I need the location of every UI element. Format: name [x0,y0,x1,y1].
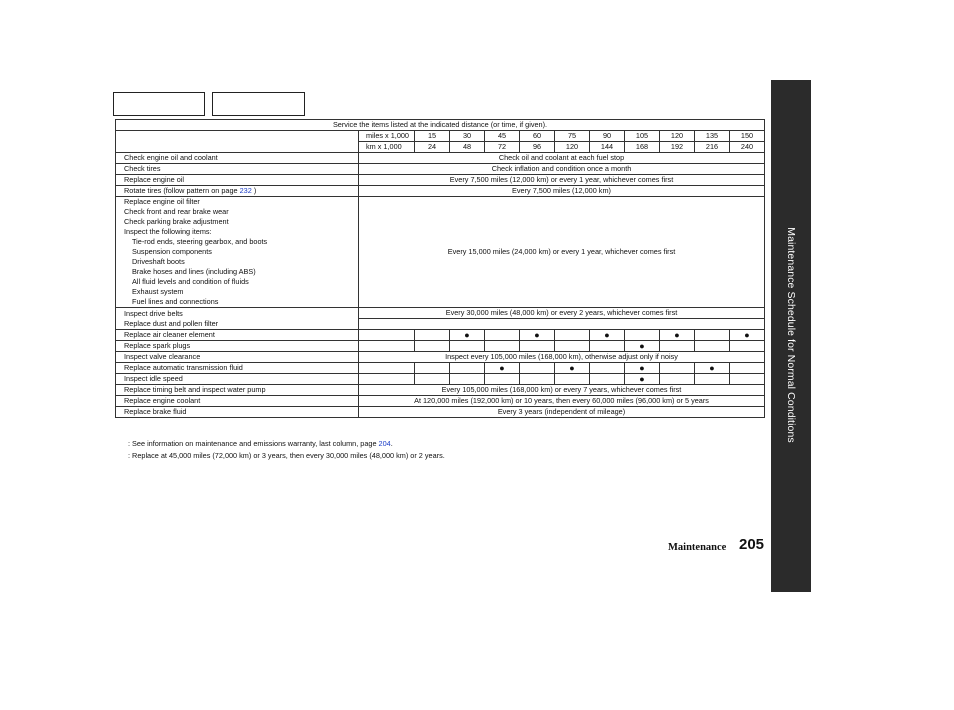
km-cell: 216 [695,142,730,153]
page-link[interactable]: 232 [239,186,252,196]
interval-text: Inspect every 105,000 miles (168,000 km), otherwise adjust only if noisy [359,352,765,363]
miles-cell: 150 [730,131,765,142]
section-label: Maintenance [668,542,727,553]
service-dot: ● [674,329,680,340]
service-dot: ● [639,373,645,384]
interval-cell [660,363,695,374]
interval-cell [485,363,520,374]
miles-cell: 135 [695,131,730,142]
interval-cell [555,374,590,385]
service-dot: ● [569,362,575,373]
service-dot: ● [499,362,505,373]
interval-cell [695,363,730,374]
km-cell: 192 [660,142,695,153]
miles-cell: 120 [660,131,695,142]
km-cell: 240 [730,142,765,153]
interval-cell [520,341,555,352]
miles-cell: 30 [450,131,485,142]
item-label: Suspension components [116,247,359,257]
interval-text: Every 7,500 miles (12,000 km) or every 1 year, whichever comes first [359,175,765,186]
item-label: Inspect drive belts [116,308,359,319]
interval-cell [625,341,660,352]
km-cell: 144 [590,142,625,153]
item-label: Replace spark plugs [116,341,359,352]
service-dot: ● [604,329,610,340]
interval-cell [450,330,485,341]
item-label: Replace brake fluid [116,407,359,418]
footnote-coolant: : Replace at 45,000 miles (72,000 km) or 3 years, then every 30,000 miles (48,000 km) or 2 years. [128,451,445,460]
interval-cell [415,341,450,352]
interval-cell [730,374,765,385]
unit-blank [359,341,415,352]
interval-cell [415,374,450,385]
interval-cell [695,341,730,352]
interval-cell [485,330,520,341]
page-link[interactable]: 204 [378,439,391,448]
item-label: Inspect idle speed [116,374,359,385]
item-label: Check front and rear brake wear [116,207,359,217]
interval-cell [415,363,450,374]
unit-blank [359,330,415,341]
item-label: Replace engine coolant [116,396,359,407]
interval-cell [520,374,555,385]
interval-cell [590,374,625,385]
interval-cell [415,330,450,341]
item-label: Replace automatic transmission fluid [116,363,359,374]
km-cell: 48 [450,142,485,153]
interval-cell [730,341,765,352]
footnote-text: : See information on maintenance and emissions warranty, last column, page [128,439,377,448]
interval-cell [555,363,590,374]
page-number: 205 [739,536,765,553]
item-label: All fluid levels and condition of fluids [116,277,359,287]
interval-text: Every 7,500 miles (12,000 km) [359,186,765,197]
footnote-suffix: . [390,439,393,448]
interval-cell [625,363,660,374]
miles-cell: 105 [625,131,660,142]
interval-cell [485,374,520,385]
interval-cell [625,330,660,341]
interval-cell [695,374,730,385]
service-dot: ● [464,329,470,340]
miles-cell: 45 [485,131,520,142]
interval-text: At 120,000 miles (192,000 km) or 10 years, then every 60,000 miles (96,000 km) or 5 years [359,396,765,407]
item-label: Replace engine oil [116,175,359,186]
item-label: Replace air cleaner element [116,330,359,341]
km-cell: 72 [485,142,520,153]
header-box-right [212,92,305,116]
item-label: Replace engine oil filter [116,197,359,208]
service-dot: ● [639,362,645,373]
interval-text: Every 105,000 miles (168,000 km) or every 7 years, whichever comes first [359,385,765,396]
item-label: Fuel lines and connections [116,297,359,308]
item-label: Exhaust system [116,287,359,297]
section-tab-title: Maintenance Schedule for Normal Conditions [785,227,797,443]
footnote-warranty [128,439,393,448]
header-blank [116,142,359,153]
maintenance-schedule-table [115,119,765,418]
miles-cell: 15 [415,131,450,142]
interval-cell [660,330,695,341]
interval-text: Every 3 years (independent of mileage) [359,407,765,418]
item-label: Brake hoses and lines (including ABS) [116,267,359,277]
interval-text: Check inflation and condition once a month [359,164,765,175]
service-dot: ● [709,362,715,373]
km-cell: 120 [555,142,590,153]
interval-cell [660,374,695,385]
interval-cell [520,363,555,374]
item-label [116,186,359,197]
item-label: Check engine oil and coolant [116,153,359,164]
interval-cell [450,341,485,352]
km-unit: km x 1,000 [359,142,415,153]
miles-cell: 75 [555,131,590,142]
item-label: Inspect valve clearance [116,352,359,363]
rotate-label-prefix: Rotate tires (follow pattern on page [124,186,238,196]
service-dot: ● [534,329,540,340]
rotate-label-suffix: ) [253,186,257,196]
interval-cell [695,330,730,341]
service-dot: ● [639,340,645,351]
item-label: Tie-rod ends, steering gearbox, and boots [116,237,359,247]
interval-cell [485,341,520,352]
interval-cell [555,330,590,341]
interval-cell [730,363,765,374]
interval-cell [590,341,625,352]
interval-cell [590,363,625,374]
interval-cell [590,330,625,341]
interval-cell [450,363,485,374]
header-blank [116,131,359,142]
interval-cell [555,341,590,352]
interval-cell [625,374,660,385]
interval-cell [450,374,485,385]
interval-text: Check oil and coolant at each fuel stop [359,153,765,164]
item-label: Replace timing belt and inspect water pump [116,385,359,396]
km-cell: 96 [520,142,555,153]
service-dot: ● [744,329,750,340]
item-label: Check parking brake adjustment [116,217,359,227]
miles-unit: miles x 1,000 [359,131,415,142]
item-label: Check tires [116,164,359,175]
miles-cell: 90 [590,131,625,142]
interval-cell [660,341,695,352]
km-cell: 24 [415,142,450,153]
item-label: Inspect the following items: [116,227,359,237]
km-cell: 168 [625,142,660,153]
interval-text: Every 15,000 miles (24,000 km) or every 1 year, whichever comes first [359,197,765,308]
unit-blank [359,374,415,385]
item-label: Driveshaft boots [116,257,359,267]
interval-text: Every 30,000 miles (48,000 km) or every 2 years, whichever comes first [359,308,765,319]
unit-blank [359,363,415,374]
interval-cell [730,330,765,341]
interval-blank [359,319,765,330]
intro-text: Service the items listed at the indicated distance (or time, if given). [116,120,765,131]
item-label: Replace dust and pollen filter [116,319,359,330]
miles-cell: 60 [520,131,555,142]
header-box-left [113,92,205,116]
interval-cell [520,330,555,341]
